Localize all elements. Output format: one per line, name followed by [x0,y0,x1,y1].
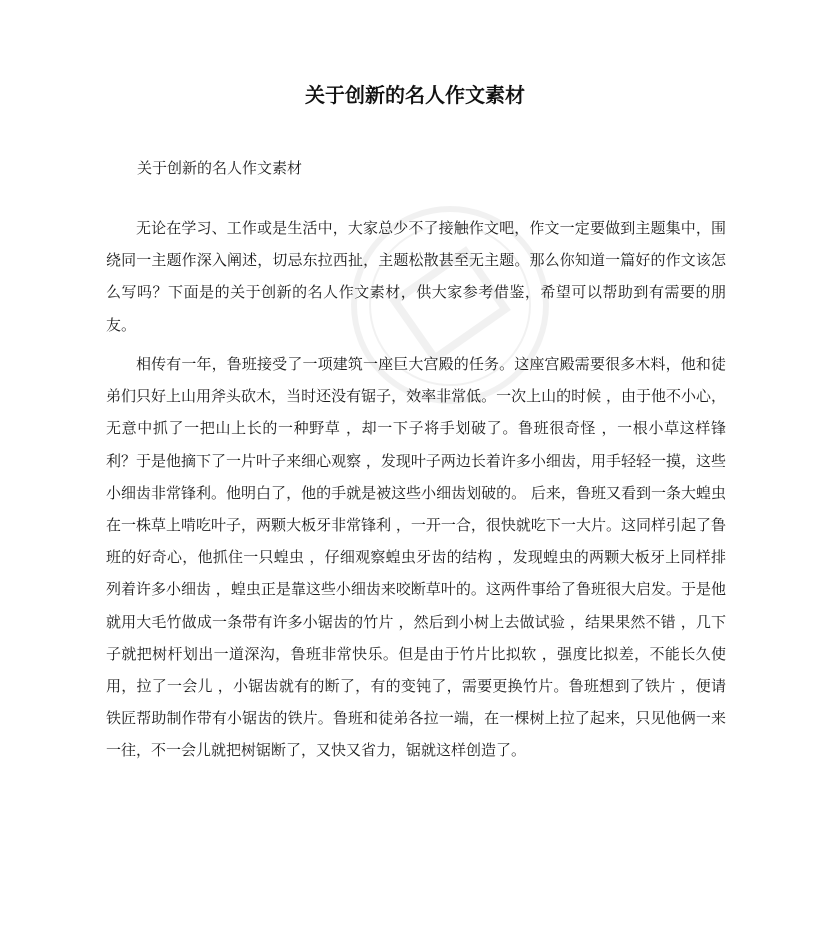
story-paragraph: 相传有一年，鲁班接受了一项建筑一座巨大宫殿的任务。这座宫殿需要很多木料，他和徒弟们只好上山用斧头砍木，当时还没有锯子，效率非常低。一次上山的时候 ，由于他不小心，无意中抓了一把山上长的一种野草 ，却一下子将手划破了。鲁班很奇怪 ，一根小草这样锋利？于是他摘下了一片叶子来细心观察 ，发现叶子两边长着许多小细齿，用手轻轻一摸，这些小细齿非常锋利。他明白了，他的手就是被这些小细齿划破的。 后来，鲁班又看到一条大蝗虫在一株草上啃吃叶子，两颗大板牙非常锋利 ，一开一合，很快就吃下一大片。这同样引起了鲁班的好奇心，他抓住一只蝗虫 ，仔细观察蝗虫牙齿的结构 ，发现蝗虫的两颗大板牙上同样排列着许多小细齿 ，蝗虫正是靠这些小细齿来咬断草叶的。这两件事给了鲁班很大启发。于是他就用大毛竹做成一条带有许多小锯齿的竹片 ，然后到小树上去做试验 ，结果果然不错 ，几下子就把树杆划出一道深沟，鲁班非常快乐。但是由于竹片比拟软 ，强度比拟差，不能长久使用，拉了一会儿 ，小锯齿就有的断了，有的变钝了，需要更换竹片。鲁班想到了铁片 ，便请铁匠帮助制作带有小锯齿的铁片。鲁班和徒弟各拉一端，在一棵树上拉了起来，只见他俩一来一往，不一会儿就把树锯断了，又快又省力，锯就这样创造了。 [106,355,726,760]
intro-paragraph: 无论在学习、工作或是生活中，大家总少不了接触作文吧，作文一定要做到主题集中，围绕同一主题作深入阐述，切忌东拉西扯，主题松散甚至无主题。那么你知道一篇好的作文该怎么写吗？下面是的关于创新的名人作文素材，供大家参考借鉴，希望可以帮助到有需要的朋友。 [106,219,726,334]
document-subtitle: 关于创新的名人作文素材 [137,159,303,177]
document-title: 关于创新的名人作文素材 [305,83,525,107]
